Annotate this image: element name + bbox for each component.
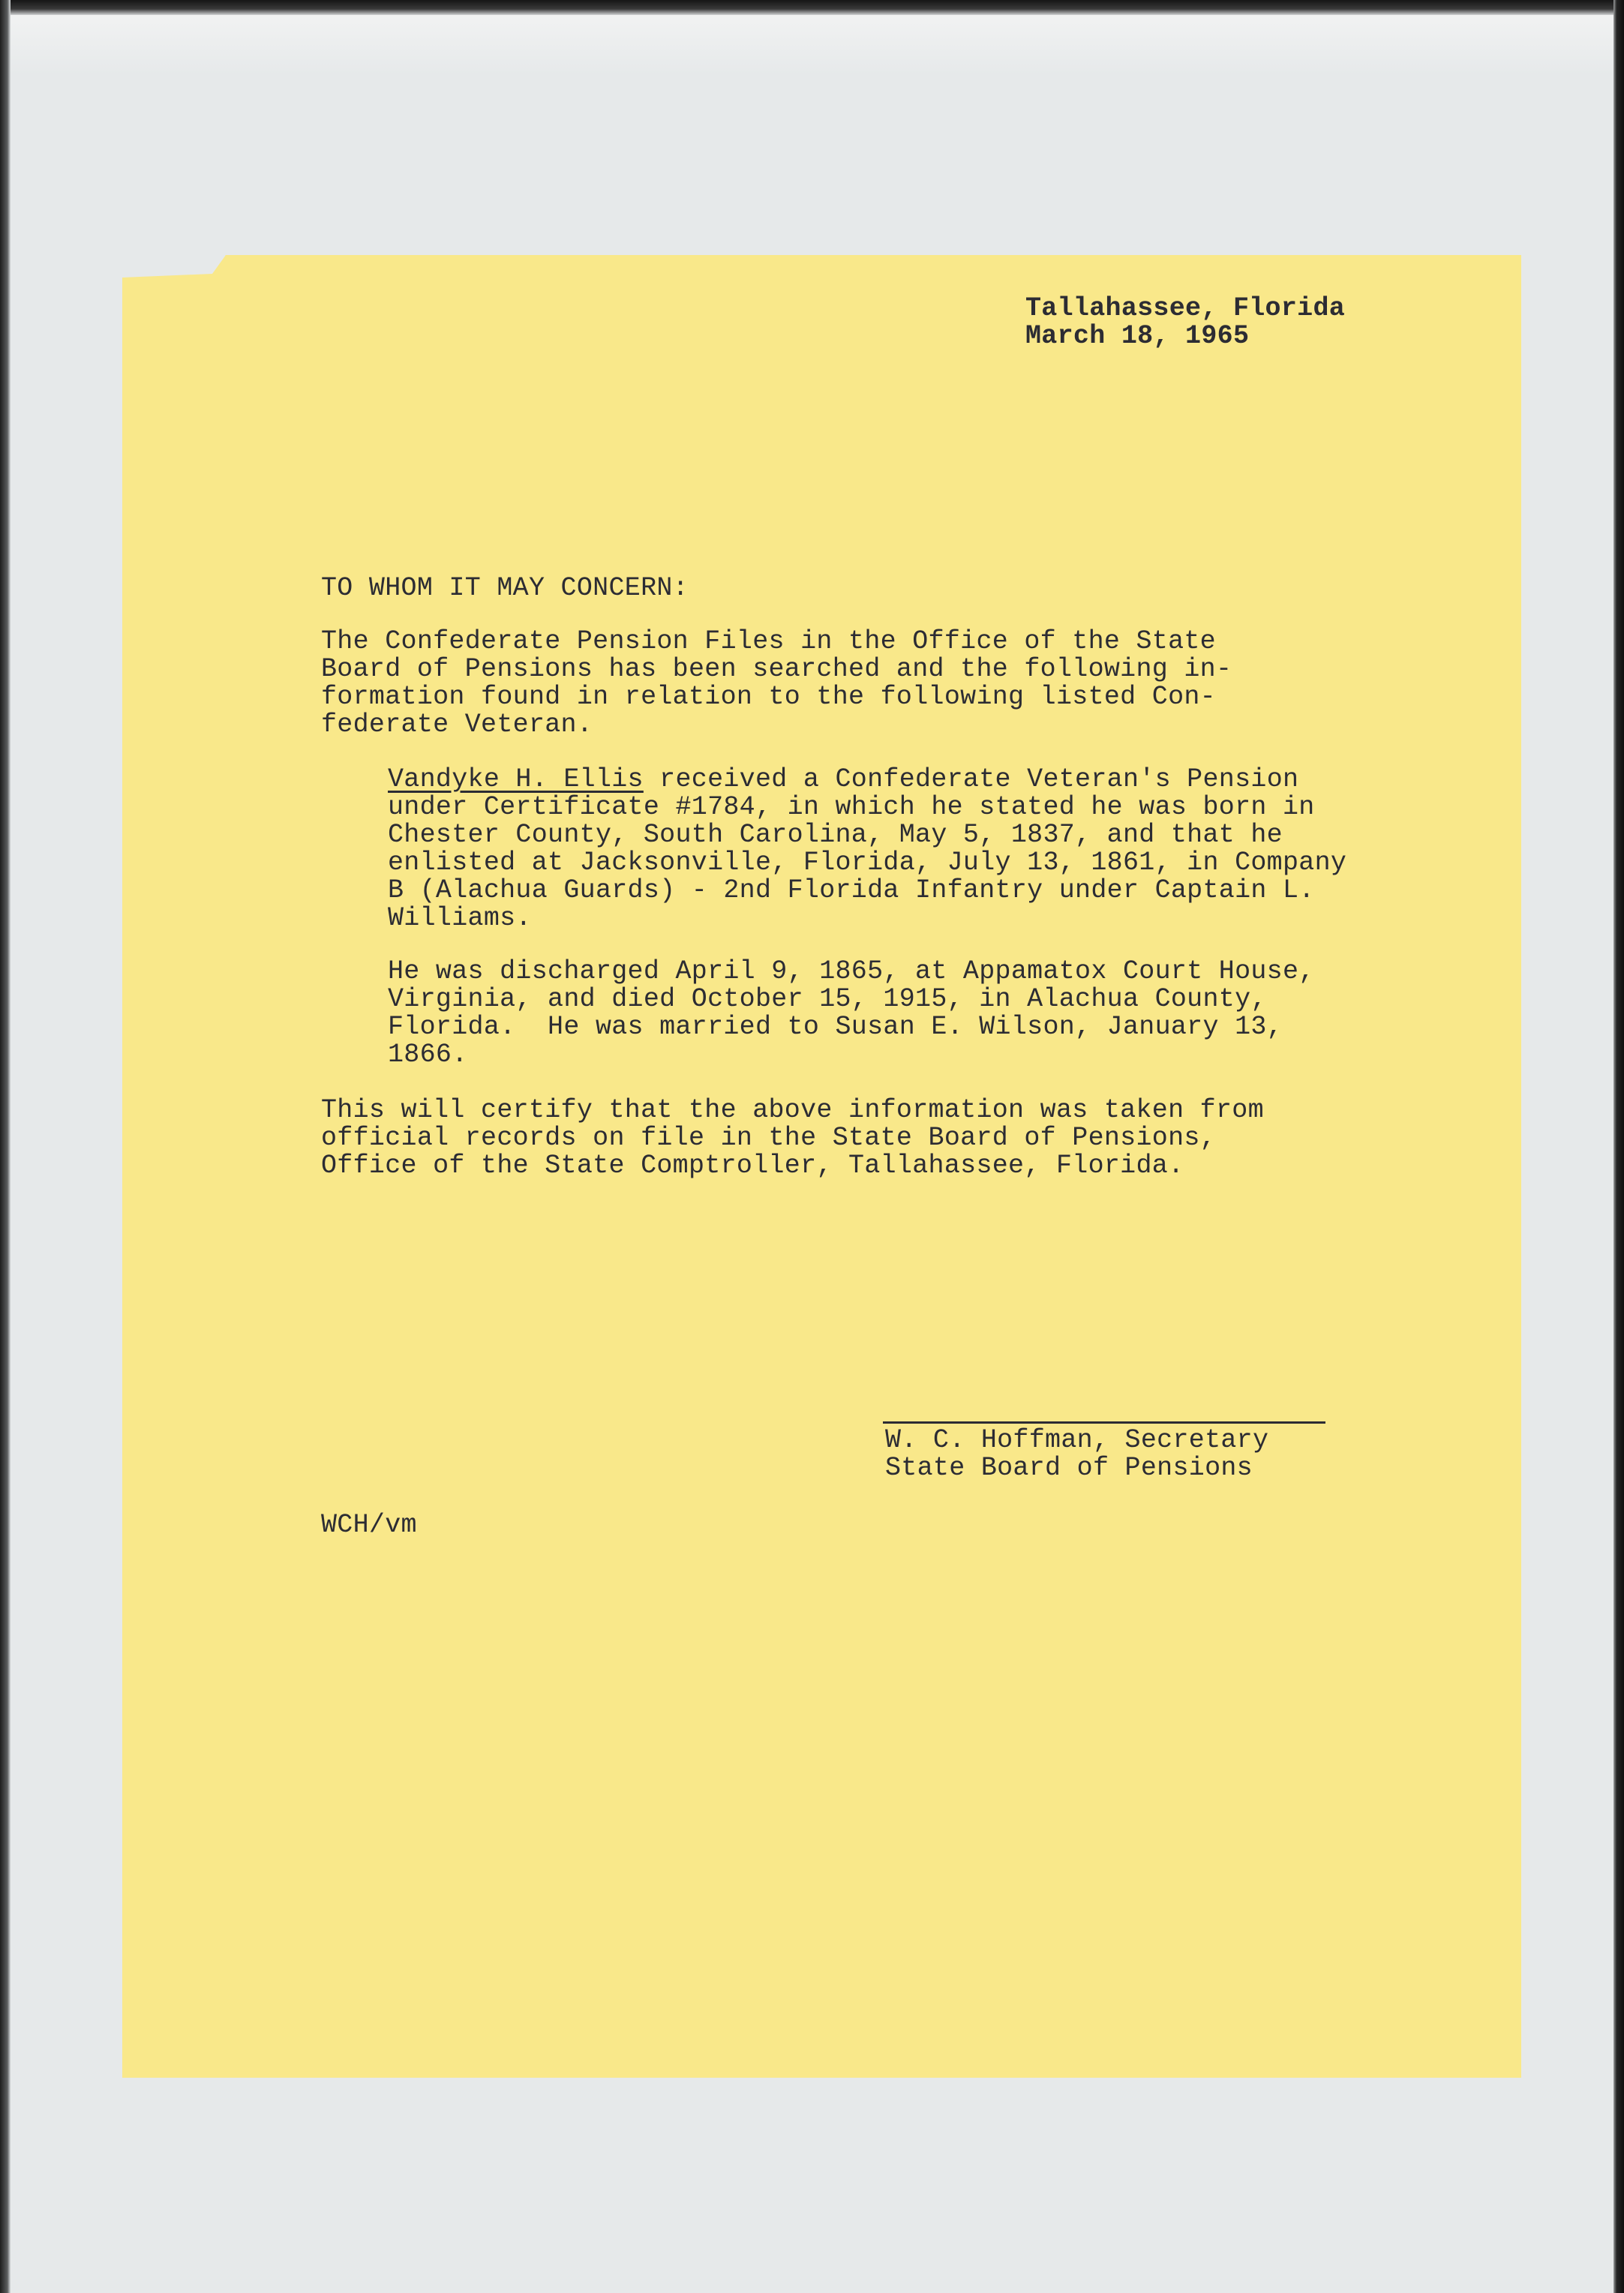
reference-initials: WCH/vm xyxy=(321,1510,417,1540)
veteran-name: Vandyke H. Ellis xyxy=(388,764,644,794)
text-line: Virginia, and died October 15, 1915, in Alachua County, xyxy=(388,984,1267,1014)
letter-heading xyxy=(1025,295,1345,350)
signatory-name: W. C. Hoffman, Secretary xyxy=(885,1425,1269,1455)
signature-line xyxy=(883,1421,1325,1424)
text-line: enlisted at Jacksonville, Florida, July 13, 1861, in Company xyxy=(388,848,1347,878)
text-line: Board of Pensions has been searched and the following in- xyxy=(321,654,1232,684)
letter-place: Tallahassee, Florida xyxy=(1025,293,1346,323)
text-line: Office of the State Comptroller, Tallahassee, Florida. xyxy=(321,1151,1184,1181)
scan-frame-left xyxy=(0,0,11,2293)
paragraph-certification xyxy=(321,1097,1264,1180)
paragraph-pension xyxy=(388,766,1346,932)
text-line: federate Veteran. xyxy=(321,710,593,740)
text-line: This will certify that the above information was taken from xyxy=(321,1095,1264,1125)
text-line: under Certificate #1784, in which he stated he was born in xyxy=(388,792,1315,822)
text-line: formation found in relation to the following listed Con- xyxy=(321,682,1216,712)
text-line: He was discharged April 9, 1865, at Appamatox Court House, xyxy=(388,956,1315,986)
salutation: TO WHOM IT MAY CONCERN: xyxy=(321,573,689,603)
scan-frame-top xyxy=(0,0,1624,15)
text-line xyxy=(388,766,1346,794)
text-segment: received a Confederate Veteran's Pension xyxy=(643,764,1299,794)
text-line: official records on file in the State Board of Pensions, xyxy=(321,1123,1216,1153)
paragraph-intro xyxy=(321,628,1232,739)
text-line: Florida. He was married to Susan E. Wilson, January 13, xyxy=(388,1012,1283,1042)
text-line: The Confederate Pension Files in the Office of the State xyxy=(321,626,1216,656)
signature-block xyxy=(885,1427,1268,1482)
signatory-organization: State Board of Pensions xyxy=(885,1453,1253,1483)
scan-backing xyxy=(11,15,1613,75)
text-line: Williams. xyxy=(388,903,532,933)
text-line: 1866. xyxy=(388,1040,468,1070)
scan-frame-right xyxy=(1613,0,1624,2293)
text-line: B (Alachua Guards) - 2nd Florida Infantry under Captain L. xyxy=(388,875,1315,905)
paragraph-discharge xyxy=(388,958,1315,1069)
letter-date: March 18, 1965 xyxy=(1025,321,1250,351)
text-line: Chester County, South Carolina, May 5, 1837, and that he xyxy=(388,820,1283,850)
